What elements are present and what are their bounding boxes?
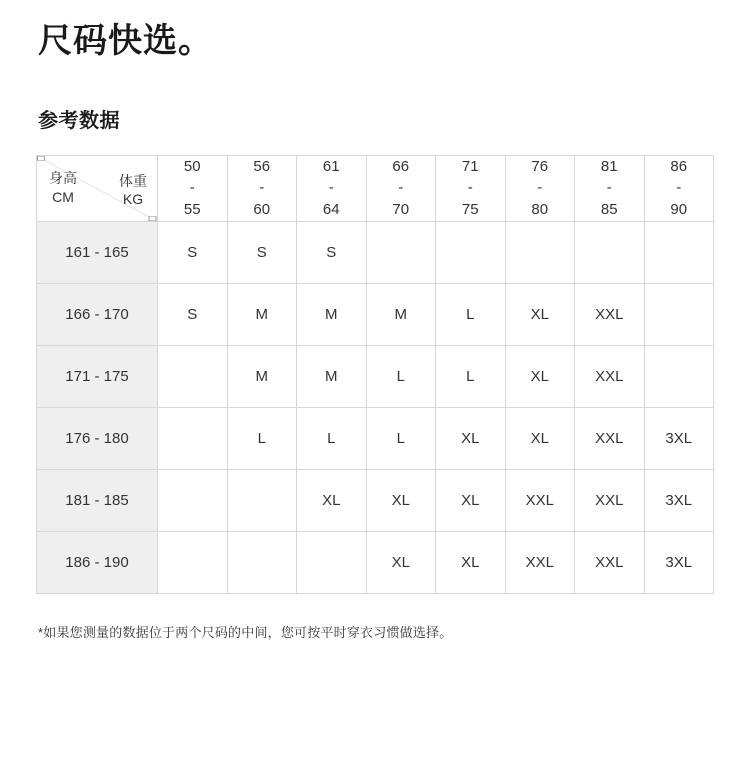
weight-column-header: 76 - 80	[505, 155, 575, 221]
weight-column-header: 50 - 55	[158, 155, 228, 221]
size-cell	[227, 469, 297, 531]
size-cell: 3XL	[644, 531, 714, 593]
size-cell: XL	[366, 531, 436, 593]
table-header-row	[37, 155, 714, 221]
size-cell	[158, 345, 228, 407]
size-cell: L	[366, 407, 436, 469]
size-cell: S	[158, 283, 228, 345]
size-cell: XL	[505, 407, 575, 469]
weight-column-header: 71 - 75	[436, 155, 506, 221]
size-cell: XL	[436, 407, 506, 469]
weight-column-header: 81 - 85	[575, 155, 645, 221]
size-cell: XL	[436, 531, 506, 593]
table-row	[37, 345, 714, 407]
size-table-container	[36, 155, 714, 594]
weight-axis-label: 体重 KG	[119, 172, 147, 208]
section-title: 参考数据	[38, 109, 120, 132]
size-cell: XL	[436, 469, 506, 531]
table-row	[37, 469, 714, 531]
size-cell: XL	[505, 345, 575, 407]
weight-column-header: 66 - 70	[366, 155, 436, 221]
size-cell: S	[297, 221, 367, 283]
size-cell	[366, 221, 436, 283]
size-cell: L	[436, 283, 506, 345]
size-cell: L	[436, 345, 506, 407]
size-cell	[158, 407, 228, 469]
size-table	[36, 155, 714, 594]
size-cell: S	[158, 221, 228, 283]
height-row-header: 171 - 175	[37, 345, 158, 407]
size-cell	[644, 345, 714, 407]
height-row-header: 166 - 170	[37, 283, 158, 345]
table-row	[37, 531, 714, 593]
size-cell: L	[366, 345, 436, 407]
footnote-text: *如果您测量的数据位于两个尺码的中间，您可按平时穿衣习惯做选择。	[38, 624, 453, 640]
size-cell: 3XL	[644, 407, 714, 469]
size-cell: XXL	[575, 531, 645, 593]
weight-column-header: 56 - 60	[227, 155, 297, 221]
table-row	[37, 221, 714, 283]
size-cell	[158, 469, 228, 531]
size-cell: XXL	[575, 469, 645, 531]
size-cell	[644, 221, 714, 283]
page-title: 尺码快选。	[38, 22, 213, 60]
size-cell: 3XL	[644, 469, 714, 531]
weight-column-header: 86 - 90	[644, 155, 714, 221]
size-cell: XXL	[575, 283, 645, 345]
size-cell: M	[297, 283, 367, 345]
size-cell	[505, 221, 575, 283]
size-cell: M	[366, 283, 436, 345]
size-cell: XXL	[505, 531, 575, 593]
table-row	[37, 407, 714, 469]
size-cell: S	[227, 221, 297, 283]
height-row-header: 176 - 180	[37, 407, 158, 469]
size-cell: XL	[297, 469, 367, 531]
size-cell: M	[297, 345, 367, 407]
size-cell: L	[227, 407, 297, 469]
table-row	[37, 283, 714, 345]
height-row-header: 181 - 185	[37, 469, 158, 531]
size-cell: XXL	[575, 407, 645, 469]
size-cell: XXL	[575, 345, 645, 407]
size-cell: L	[297, 407, 367, 469]
size-cell	[297, 531, 367, 593]
size-cell: XXL	[505, 469, 575, 531]
weight-column-header: 61 - 64	[297, 155, 367, 221]
size-cell	[575, 221, 645, 283]
table-corner-cell	[37, 155, 158, 221]
size-cell	[158, 531, 228, 593]
size-cell	[644, 283, 714, 345]
size-cell: XL	[505, 283, 575, 345]
size-cell: M	[227, 345, 297, 407]
size-cell: XL	[366, 469, 436, 531]
size-cell	[227, 531, 297, 593]
size-cell: M	[227, 283, 297, 345]
height-row-header: 186 - 190	[37, 531, 158, 593]
height-axis-label: 身高 CM	[49, 170, 77, 205]
height-row-header: 161 - 165	[37, 221, 158, 283]
size-cell	[436, 221, 506, 283]
